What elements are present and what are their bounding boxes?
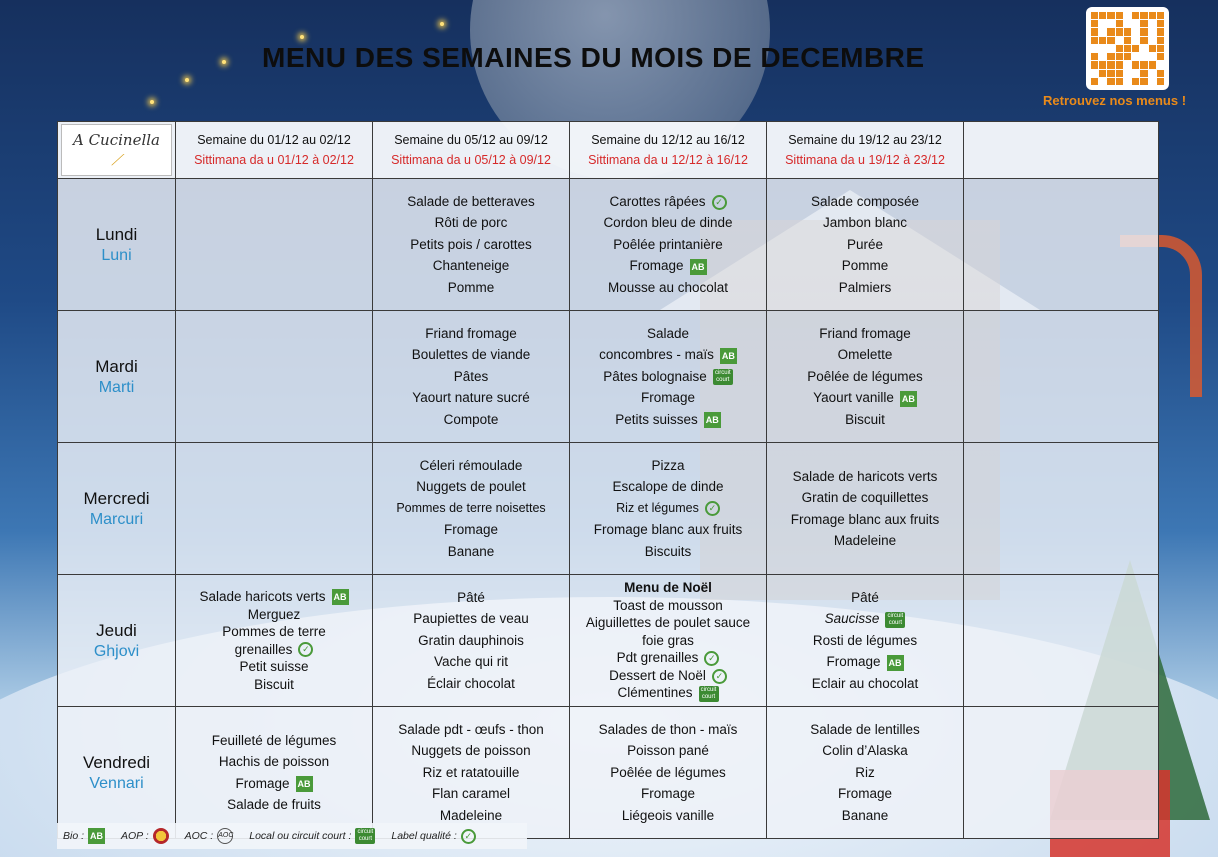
dish-label: Pdt grenailles: [616, 650, 699, 666]
dish-label: Fromage: [629, 258, 684, 274]
dish-item: [770, 783, 960, 805]
dish-label: Escalope de dinde: [612, 479, 724, 495]
dish-item: [573, 323, 763, 345]
dish-item: [376, 277, 566, 299]
dish-label: Friand fromage: [819, 325, 911, 341]
dish-item: [573, 387, 763, 409]
dish-item: [376, 541, 566, 563]
legend-label: Local ou circuit court :: [249, 830, 352, 842]
label-qualite-icon: ✓: [712, 195, 727, 210]
dish-label: Gratin dauphinois: [418, 632, 524, 648]
dish-label: Rôti de porc: [434, 215, 508, 231]
legend-item: [63, 828, 105, 844]
bio-icon: AB: [690, 259, 707, 275]
dish-item: [770, 651, 960, 673]
menu-table: [57, 121, 1159, 839]
star-icon: [222, 60, 226, 64]
dish-item: [573, 579, 763, 597]
dish-item: [770, 530, 960, 552]
dish-label: Petits pois / carottes: [410, 236, 532, 252]
aoc-icon: AOC: [217, 828, 233, 844]
dish-item: [770, 323, 960, 345]
dish-item: [376, 255, 566, 277]
menu-cell: [570, 179, 767, 311]
dish-item: [573, 498, 763, 520]
dish-label: Poêlée printanière: [613, 236, 723, 252]
day-name-cell: [58, 179, 176, 311]
menu-cell: [176, 707, 373, 839]
week-header-2: [373, 122, 570, 179]
dish-label: Petit suisse: [239, 659, 309, 674]
leaf-icon: ⟋: [111, 151, 122, 169]
dish-label: concombres - maïs: [599, 347, 714, 363]
logo-text: A Cucinella: [72, 131, 160, 149]
menu-cell: [176, 179, 373, 311]
dish-item: [770, 673, 960, 695]
week-label-co: Sittimana da u 05/12 à 09/12: [391, 153, 551, 167]
day-row-mercredi: [58, 443, 1159, 575]
empty-menu-cell: [964, 179, 1159, 311]
dish-label: Rosti de légumes: [812, 632, 918, 648]
dish-label: Yaourt nature sucré: [412, 390, 530, 406]
bio-icon: AB: [704, 412, 721, 428]
day-name-co: Ghjovi: [93, 642, 140, 660]
dish-item: [376, 212, 566, 234]
day-name-cell: [58, 311, 176, 443]
bio-icon: AB: [720, 348, 737, 364]
dish-item: [376, 608, 566, 630]
label-qualite-icon: ✓: [298, 642, 313, 657]
dish-label: Purée: [846, 236, 884, 252]
dish-label: Pâtes: [453, 368, 489, 384]
week-label-co: Sittimana da u 01/12 à 02/12: [194, 153, 354, 167]
dish-label: Yaourt vanille: [813, 390, 894, 406]
day-name-co: Luni: [101, 246, 132, 264]
dish-item: [770, 740, 960, 762]
dish-label: Fromage blanc aux fruits: [593, 522, 743, 538]
dish-item: [573, 614, 763, 632]
dish-item: [573, 684, 763, 702]
dish-label: Salade de betteraves: [407, 193, 535, 209]
dish-label: Fromage: [235, 775, 290, 791]
dish-item: [770, 719, 960, 741]
dish-item: [573, 344, 763, 366]
dish-label: Éclair chocolat: [427, 675, 515, 691]
cucinella-logo: [61, 124, 172, 176]
dish-item: [376, 587, 566, 609]
dish-label: Hachis de poisson: [218, 754, 330, 769]
dish-item: [770, 587, 960, 609]
circuit-court-icon: circuit court: [885, 612, 905, 628]
bio-icon: AB: [88, 828, 105, 844]
dish-label: Chanteneige: [432, 258, 510, 274]
dish-label: Friand fromage: [425, 325, 517, 341]
dish-item: [770, 762, 960, 784]
dish-label: Liégeois vanille: [621, 807, 715, 823]
week-header-row: [58, 122, 1159, 179]
dish-label: Fromage: [640, 390, 696, 406]
dish-item: [770, 630, 960, 652]
legend-item: [249, 828, 375, 844]
dish-item: [770, 212, 960, 234]
dish-label: Dessert de Noël: [609, 667, 706, 683]
star-icon: [440, 22, 444, 26]
empty-menu-cell: [964, 575, 1159, 707]
dish-item: [573, 455, 763, 477]
dish-label: Feuilleté de légumes: [211, 732, 337, 748]
dish-label: Paupiettes de veau: [413, 611, 529, 627]
bio-icon: AB: [332, 589, 349, 605]
dish-item: [376, 234, 566, 256]
dish-label: Compote: [443, 411, 499, 427]
dish-label: Flan caramel: [431, 786, 511, 802]
dish-item: [573, 366, 763, 388]
dish-label: Colin d’Alaska: [822, 743, 908, 759]
dish-label: Clémentines: [617, 685, 693, 701]
dish-item: [770, 191, 960, 213]
day-name-fr: Mardi: [95, 356, 138, 376]
dish-item: [376, 498, 566, 520]
aop-icon: [153, 828, 169, 844]
dish-item: [770, 487, 960, 509]
dish-label: Fromage blanc aux fruits: [790, 511, 940, 527]
legend-item: [391, 829, 475, 844]
week-header-1: [176, 122, 373, 179]
dish-item: [179, 641, 369, 659]
dish-label: Madeleine: [833, 533, 897, 548]
dish-label: Salade de haricots verts: [792, 468, 938, 484]
dish-label: Poisson pané: [627, 743, 709, 759]
dish-item: [179, 676, 369, 694]
menu-cell: [767, 179, 964, 311]
dish-item: [573, 212, 763, 234]
dish-item: [770, 277, 960, 299]
dish-label: Riz et légumes: [616, 500, 699, 515]
day-row-lundi: [58, 179, 1159, 311]
legend-label: AOP :: [121, 830, 149, 842]
dish-label: Carottes râpées: [609, 193, 706, 209]
dish-item: [770, 509, 960, 531]
dish-label: Riz: [855, 764, 875, 780]
dish-label: Pâté: [457, 589, 485, 605]
dish-label: grenailles: [234, 641, 293, 657]
dish-item: [179, 623, 369, 641]
dish-item: [770, 409, 960, 431]
dish-item: [376, 387, 566, 409]
dish-label: Petits suisses: [615, 411, 698, 427]
day-name-cell: [58, 575, 176, 707]
dish-item: [573, 519, 763, 541]
week-label-fr: Semaine du 19/12 au 23/12: [788, 133, 942, 147]
menu-cell: [570, 311, 767, 443]
dish-label: Fromage: [826, 654, 881, 670]
dish-item: [770, 608, 960, 630]
dish-label: Biscuit: [845, 411, 885, 427]
dish-label: Palmiers: [838, 279, 892, 295]
label-qualite-icon: ✓: [705, 501, 720, 516]
dish-item: [376, 673, 566, 695]
dish-label: Salade composée: [810, 193, 920, 209]
dish-label: Pomme: [447, 279, 495, 295]
legend-item: [121, 828, 169, 844]
dish-item: [573, 805, 763, 827]
dish-item: [376, 519, 566, 541]
dish-item: [179, 730, 369, 752]
dish-item: [376, 476, 566, 498]
dish-label: Menu de Noël: [624, 580, 712, 596]
dish-item: [573, 541, 763, 563]
empty-header-cell: [964, 122, 1159, 179]
day-name-cell: [58, 443, 176, 575]
day-name-fr: Vendredi: [82, 752, 151, 772]
dish-item: [770, 387, 960, 409]
dish-label: Vache qui rit: [433, 654, 509, 670]
dish-label: Eclair au chocolat: [811, 675, 919, 691]
dish-label: Pomme: [841, 258, 889, 274]
menu-cell: [767, 575, 964, 707]
dish-label: Pâtes bolognaise: [603, 368, 707, 384]
week-label-fr: Semaine du 05/12 au 09/12: [394, 133, 548, 147]
day-name-cell: [58, 707, 176, 839]
legend-label: AOC :: [184, 830, 214, 842]
week-label-fr: Semaine du 01/12 au 02/12: [197, 133, 351, 147]
dish-label: Céleri rémoulade: [419, 457, 523, 473]
dish-item: [376, 191, 566, 213]
dish-label: Salades de thon - maïs: [598, 721, 738, 737]
page-title: MENU DES SEMAINES DU MOIS DE DECEMBRE: [262, 42, 925, 73]
dish-label: Biscuits: [644, 543, 692, 559]
dish-item: [376, 762, 566, 784]
dish-label: Toast de mousson: [613, 597, 723, 613]
day-row-vendredi: [58, 707, 1159, 839]
dish-item: [179, 751, 369, 773]
circuit-court-icon: circuit court: [699, 686, 719, 702]
dish-label: Mousse au chocolat: [607, 279, 729, 295]
qr-caption: Retrouvez nos menus !: [1043, 93, 1187, 108]
dish-label: Madeleine: [439, 807, 503, 823]
dish-item: [573, 719, 763, 741]
dish-item: [376, 651, 566, 673]
dish-label: Salade de fruits: [227, 797, 321, 812]
dish-label: foie gras: [642, 632, 694, 648]
menu-cell: [176, 443, 373, 575]
legend-item: [185, 828, 234, 844]
menu-cell: [373, 179, 570, 311]
menu-cell: [767, 707, 964, 839]
day-name-fr: Lundi: [95, 224, 138, 244]
dish-item: [376, 630, 566, 652]
dish-label: Gratin de coquillettes: [801, 490, 929, 505]
dish-label: Saucisse: [824, 611, 880, 627]
qr-code-icon[interactable]: [1086, 7, 1169, 90]
legend-label: Bio :: [63, 830, 85, 842]
empty-menu-cell: [964, 707, 1159, 839]
week-header-4: [767, 122, 964, 179]
dish-label: Aiguillettes de poulet sauce: [585, 615, 751, 631]
dish-label: Pizza: [651, 457, 685, 473]
dish-label: Boulettes de viande: [411, 347, 531, 363]
day-name-co: Marti: [98, 378, 135, 396]
day-name-co: Vennari: [89, 774, 144, 792]
dish-item: [179, 606, 369, 624]
week-label-co: Sittimana da u 12/12 à 16/12: [588, 153, 748, 167]
dish-label: Poêlée de légumes: [807, 368, 923, 384]
bio-icon: AB: [296, 776, 313, 792]
legend-bar: [57, 823, 527, 849]
menu-cell: [767, 443, 964, 575]
dish-label: Jambon blanc: [822, 215, 908, 231]
week-label-co: Sittimana da u 19/12 à 23/12: [785, 153, 945, 167]
bio-icon: AB: [887, 655, 904, 671]
dish-label: Salade de lentilles: [810, 721, 920, 737]
dish-label: Merguez: [247, 606, 301, 622]
dish-label: Salade: [646, 325, 690, 341]
dish-label: Nuggets de poisson: [411, 743, 531, 759]
dish-item: [573, 740, 763, 762]
dish-label: Pommes de terre: [222, 624, 326, 639]
dish-label: Pommes de terre noisettes: [396, 500, 546, 515]
label-qualite-icon: ✓: [704, 651, 719, 666]
menu-cell: [570, 443, 767, 575]
dish-label: Fromage: [640, 786, 696, 802]
circuit-court-icon: circuit court: [355, 828, 375, 844]
dish-item: [179, 773, 369, 795]
menu-cell: [570, 707, 767, 839]
week-label-fr: Semaine du 12/12 au 16/12: [591, 133, 745, 147]
dish-label: Banane: [447, 543, 495, 559]
dish-item: [376, 719, 566, 741]
dish-label: Fromage: [443, 522, 499, 538]
dish-item: [770, 466, 960, 488]
dish-item: [179, 658, 369, 676]
dish-item: [770, 366, 960, 388]
legend-label: Label qualité :: [391, 830, 457, 842]
circuit-court-icon: circuit court: [713, 369, 733, 385]
dish-item: [573, 597, 763, 615]
dish-item: [179, 588, 369, 606]
star-icon: [300, 35, 304, 39]
dish-label: Pâté: [851, 589, 879, 605]
dish-item: [376, 455, 566, 477]
label-qualite-icon: ✓: [461, 829, 476, 844]
menu-cell: [767, 311, 964, 443]
day-row-mardi: [58, 311, 1159, 443]
day-name-co: Marcuri: [89, 510, 144, 528]
dish-item: [573, 783, 763, 805]
menu-cell: [570, 575, 767, 707]
dish-label: Salade pdt - œufs - thon: [398, 721, 544, 737]
day-row-jeudi: [58, 575, 1159, 707]
logo-cell: [58, 122, 176, 179]
dish-item: [376, 344, 566, 366]
menu-cell: [373, 311, 570, 443]
day-name-fr: Jeudi: [96, 620, 137, 640]
dish-item: [573, 409, 763, 431]
dish-item: [573, 649, 763, 667]
dish-item: [770, 344, 960, 366]
dish-item: [573, 476, 763, 498]
menu-cell: [176, 575, 373, 707]
dish-label: Biscuit: [254, 676, 294, 692]
label-qualite-icon: ✓: [712, 669, 727, 684]
bio-icon: AB: [900, 391, 917, 407]
day-name-fr: Mercredi: [83, 488, 150, 508]
dish-item: [376, 366, 566, 388]
menu-cell: [373, 443, 570, 575]
dish-label: Banane: [841, 807, 889, 823]
dish-item: [573, 762, 763, 784]
dish-item: [376, 323, 566, 345]
dish-label: Omelette: [837, 347, 893, 363]
dish-item: [179, 794, 369, 816]
dish-item: [573, 277, 763, 299]
dish-item: [573, 255, 763, 277]
dish-item: [770, 805, 960, 827]
dish-item: [573, 191, 763, 213]
dish-label: Fromage: [837, 786, 893, 802]
menu-cell: [176, 311, 373, 443]
dish-item: [573, 234, 763, 256]
dish-label: Riz et ratatouille: [422, 764, 520, 780]
dish-item: [770, 255, 960, 277]
dish-item: [573, 667, 763, 685]
dish-label: Poêlée de légumes: [610, 764, 726, 780]
dish-item: [573, 632, 763, 650]
dish-label: Nuggets de poulet: [416, 479, 526, 495]
star-icon: [185, 78, 189, 82]
empty-menu-cell: [964, 443, 1159, 575]
week-header-3: [570, 122, 767, 179]
dish-label: Cordon bleu de dinde: [603, 215, 733, 231]
dish-item: [376, 409, 566, 431]
empty-menu-cell: [964, 311, 1159, 443]
dish-item: [376, 740, 566, 762]
dish-item: [770, 234, 960, 256]
dish-item: [376, 783, 566, 805]
menu-cell: [373, 707, 570, 839]
menu-cell: [373, 575, 570, 707]
dish-label: Salade haricots verts: [199, 589, 326, 604]
star-icon: [150, 100, 154, 104]
